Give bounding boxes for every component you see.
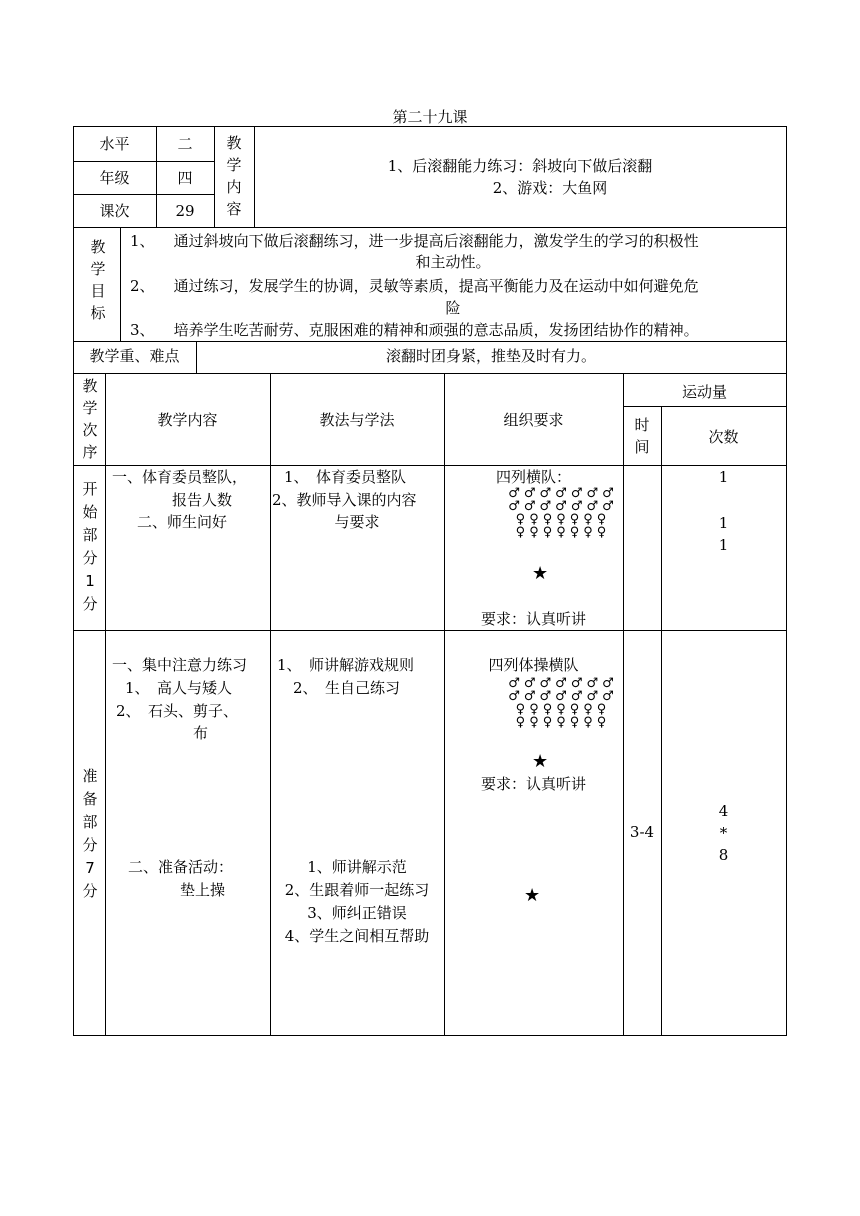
goal-1: 1、 通过斜坡向下做后滚翻练习，进一步提高后滚翻能力，激发学生的学习的积极性 [130, 232, 699, 250]
section1-content-1: 一、体育委员整队， [112, 468, 248, 486]
page-title: 第二十九课 [392, 108, 468, 126]
header-org: 组织要求 [503, 411, 564, 429]
goal-1-cont: 和主动性。 [415, 253, 491, 271]
order-label: 教 学 次 序 [82, 377, 98, 461]
content-label: 教 学 内 容 [226, 134, 242, 218]
section1-count-3: 1 [718, 536, 729, 554]
section2-label: 准 备 部 分 7 分 [82, 767, 98, 900]
section1-requirement: 要求：认真听讲 [480, 610, 586, 628]
goal-3: 3、 培养学生吃苦耐劳、克服困难的精神和顽强的意志品质，发扬团结协作的精神。 [130, 321, 699, 339]
goal-2-cont: 险 [445, 299, 461, 317]
section2-content-a4: 布 [193, 724, 209, 742]
level-label: 水平 [99, 135, 130, 153]
section2-count-1: 4 [718, 802, 729, 820]
level-value: 二 [177, 135, 193, 153]
section1-org-title: 四列横队： [495, 468, 571, 486]
section2-time: 3-4 [629, 823, 655, 841]
section2-method-b4: 4、学生之间相互帮助 [284, 927, 430, 945]
teacher-star-icon: ★ [532, 751, 549, 772]
section2-content-a2: 1、 高人与矮人 [125, 679, 233, 697]
content-line-2: 2、游戏：大鱼网 [492, 179, 608, 197]
section2-content-b1: 二、准备活动： [128, 858, 234, 876]
teacher-star-icon: ★ [532, 563, 549, 584]
keypoints-value: 滚翻时团身紧，推垫及时有力。 [385, 347, 596, 365]
section1-count-1: 1 [718, 468, 729, 486]
keypoints-label: 教学重、难点 [89, 347, 180, 365]
goals-label: 教 学 目 标 [90, 238, 106, 322]
section2-requirement: 要求：认真听讲 [480, 775, 586, 793]
lesson-value: 29 [175, 202, 195, 220]
goal-2: 2、 通过练习，发展学生的协调，灵敏等素质，提高平衡能力及在运动中如何避免危 [130, 277, 699, 295]
section2-content-b2: 垫上操 [180, 881, 226, 899]
section2-method-b1: 1、师讲解示范 [307, 858, 407, 876]
section1-count-2: 1 [718, 514, 729, 532]
header-content: 教学内容 [157, 411, 218, 429]
section1-method-2: 2、教师导入课的内容 [272, 491, 417, 509]
section1-method-3: 与要求 [334, 513, 380, 531]
section1-content-2: 报告人数 [172, 491, 233, 509]
section1-content-3: 二、师生问好 [137, 513, 228, 531]
section2-content-a3: 2、 石头、剪子、 [116, 702, 239, 720]
section2-method-b3: 3、师纠正错误 [307, 904, 407, 922]
section2-count-3: 8 [718, 846, 729, 864]
section1-formation: ♂♂♂♂♂♂♂ ♂♂♂♂♂♂♂ ♀♀♀♀♀♀♀ ♀♀♀♀♀♀♀ [508, 486, 618, 540]
section2-formation: ♂♂♂♂♂♂♂ ♂♂♂♂♂♂♂ ♀♀♀♀♀♀♀ ♀♀♀♀♀♀♀ [508, 676, 618, 730]
section2-org-title: 四列体操横队 [488, 656, 579, 674]
header-load: 运动量 [681, 383, 727, 401]
section2-content-a1: 一、集中注意力练习 [112, 656, 248, 674]
grade-value: 四 [177, 169, 193, 187]
teacher-star-icon: ★ [524, 885, 541, 906]
header-method: 教法与学法 [319, 411, 395, 429]
header-time: 时 间 [634, 416, 650, 456]
grade-label: 年级 [99, 169, 130, 187]
lesson-label: 课次 [99, 202, 130, 220]
section2-count-2: * [719, 824, 728, 842]
header-count: 次数 [708, 428, 739, 446]
section2-method-a1: 1、 师讲解游戏规则 [277, 656, 415, 674]
section1-label: 开 始 部 分 1 分 [82, 480, 98, 613]
section2-method-a2: 2、 生自己练习 [293, 679, 401, 697]
section1-method-1: 1、 体育委员整队 [284, 468, 407, 486]
content-line-1: 1、后滚翻能力练习：斜坡向下做后滚翻 [387, 157, 653, 175]
section2-method-b2: 2、生跟着师一起练习 [284, 881, 430, 899]
